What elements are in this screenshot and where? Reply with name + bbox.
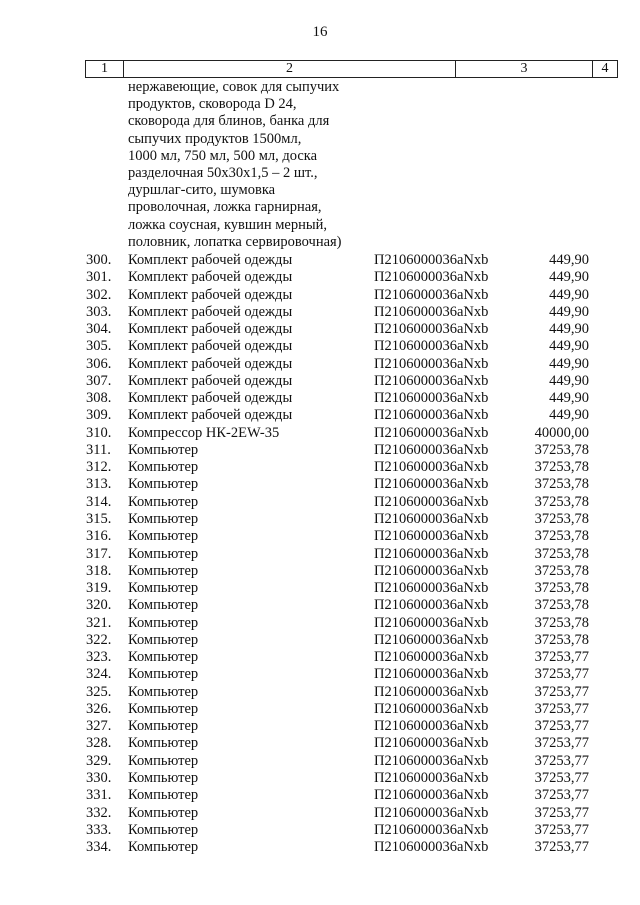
item-price: 449,90 [549,407,589,424]
item-price: 37253,78 [534,614,589,631]
row-number: 324. [86,666,112,683]
inventory-code: П2106000036аNxb [374,493,489,510]
item-price: 37253,78 [534,441,589,458]
item-name: Компьютер [128,459,199,476]
row-number: 327. [86,718,112,735]
table-row [0,563,640,580]
item-price: 449,90 [549,286,589,303]
item-name: Компьютер [128,562,199,579]
item-name: Компьютер [128,839,199,856]
item-name: Компьютер [128,614,199,631]
table-row [0,269,640,286]
row-number: 330. [86,769,112,786]
table-row [0,459,640,476]
row-number: 319. [86,580,112,597]
item-price: 37253,77 [534,683,589,700]
table-row [0,597,640,614]
table-row [0,356,640,373]
row-number: 322. [86,631,112,648]
inventory-code: П2106000036аNxb [374,441,489,458]
item-name: Комплект рабочей одежды [128,407,293,424]
table-row [0,373,640,390]
row-number: 316. [86,528,112,545]
item-name: Компьютер [128,493,199,510]
page-number: 16 [312,24,328,40]
table-row [0,407,640,424]
table-row [0,735,640,752]
item-name: Компьютер [128,631,199,648]
row-number: 329. [86,752,112,769]
item-name: Комплект рабочей одежды [128,321,293,338]
item-name: Компьютер [128,787,199,804]
item-price: 37253,78 [534,597,589,614]
table-row [0,390,640,407]
inventory-code: П2106000036аNxb [374,528,489,545]
table-row [0,546,640,563]
item-price: 449,90 [549,252,589,268]
inventory-code: П2106000036аNxb [374,459,489,476]
inventory-code: П2106000036аNxb [374,510,489,527]
inventory-code: П2106000036аNxb [374,597,489,614]
inventory-code: П2106000036аNxb [374,804,489,821]
inventory-code: П2106000036аNxb [374,718,489,735]
inventory-code: П2106000036аNxb [374,769,489,786]
item-name: Компьютер [128,528,199,545]
item-name: Комплект рабочей одежды [128,252,293,268]
item-name: Компрессор НК-2EW-35 [128,424,280,441]
table-row [0,632,640,649]
item-price: 449,90 [549,269,589,286]
item-price: 37253,78 [534,545,589,562]
description-line: половник, лопатка сервировочная) [128,233,342,250]
inventory-code: П2106000036аNxb [374,839,489,856]
item-price: 37253,78 [534,510,589,527]
item-name: Комплект рабочей одежды [128,390,293,407]
item-price: 37253,77 [534,787,589,804]
table-row [0,787,640,804]
item-name: Компьютер [128,769,199,786]
item-price: 37253,77 [534,700,589,717]
item-name: Компьютер [128,545,199,562]
table-row [0,304,640,321]
item-name: Комплект рабочей одежды [128,355,293,372]
item-name: Компьютер [128,476,199,493]
inventory-code: П2106000036аNxb [374,631,489,648]
inventory-code: П2106000036аNxb [374,821,489,838]
row-number: 303. [86,303,112,320]
continued-item-description [128,79,368,251]
table-row [0,494,640,511]
row-number: 321. [86,614,112,631]
item-name: Комплект рабочей одежды [128,372,293,389]
row-number: 331. [86,787,112,804]
item-price: 37253,77 [534,752,589,769]
inventory-table-body [0,252,640,856]
inventory-code: П2106000036аNxb [374,700,489,717]
item-price: 37253,78 [534,631,589,648]
item-price: 37253,77 [534,769,589,786]
row-number: 332. [86,804,112,821]
item-name: Компьютер [128,649,199,666]
description-line: проволочная, ложка гарнирная, [128,199,322,216]
item-price: 37253,77 [534,804,589,821]
row-number: 315. [86,510,112,527]
table-row [0,839,640,856]
description-line: разделочная 50х30х1,5 – 2 шт., [128,165,318,182]
row-number: 308. [86,390,112,407]
item-name: Компьютер [128,510,199,527]
item-price: 449,90 [549,303,589,320]
table-row [0,528,640,545]
row-number: 325. [86,683,112,700]
table-row [0,425,640,442]
table-row [0,442,640,459]
table-row [0,718,640,735]
item-name: Компьютер [128,735,199,752]
row-number: 328. [86,735,112,752]
table-row [0,476,640,493]
row-number: 317. [86,545,112,562]
row-number: 309. [86,407,112,424]
inventory-code: П2106000036аNxb [374,787,489,804]
header-cell-4: 4 [601,61,609,76]
inventory-code: П2106000036аNxb [374,269,489,286]
row-number: 300. [86,252,112,268]
inventory-code: П2106000036аNxb [374,390,489,407]
header-cell-2: 2 [124,61,456,77]
inventory-code: П2106000036аNxb [374,735,489,752]
item-name: Компьютер [128,597,199,614]
row-number: 318. [86,562,112,579]
item-name: Комплект рабочей одежды [128,303,293,320]
item-price: 37253,78 [534,580,589,597]
inventory-code: П2106000036аNxb [374,424,489,441]
row-number: 301. [86,269,112,286]
table-row [0,252,640,269]
inventory-code: П2106000036аNxb [374,303,489,320]
row-number: 307. [86,372,112,389]
row-number: 305. [86,338,112,355]
row-number: 323. [86,649,112,666]
item-price: 37253,78 [534,528,589,545]
table-row [0,770,640,787]
inventory-code: П2106000036аNxb [374,252,489,268]
table-header [85,60,618,78]
item-price: 37253,78 [534,562,589,579]
inventory-code: П2106000036аNxb [374,683,489,700]
item-price: 37253,77 [534,735,589,752]
item-price: 449,90 [549,321,589,338]
inventory-code: П2106000036аNxb [374,321,489,338]
item-price: 449,90 [549,372,589,389]
description-line: сыпучих продуктов 1500мл, [128,130,302,147]
item-name: Компьютер [128,683,199,700]
header-cell-1: 1 [86,61,124,77]
item-name: Компьютер [128,580,199,597]
row-number: 326. [86,700,112,717]
item-price: 37253,77 [534,821,589,838]
table-row [0,321,640,338]
item-name: Компьютер [128,718,199,735]
row-number: 320. [86,597,112,614]
inventory-code: П2106000036аNxb [374,649,489,666]
table-row [0,701,640,718]
inventory-code: П2106000036аNxb [374,355,489,372]
description-line: сковорода для блинов, банка для [128,113,330,130]
item-name: Компьютер [128,821,199,838]
inventory-code: П2106000036аNxb [374,580,489,597]
item-price: 37253,78 [534,476,589,493]
item-price: 37253,77 [534,839,589,856]
table-row [0,615,640,632]
table-row [0,338,640,355]
description-line: дуршлаг-сито, шумовка [128,182,276,199]
row-number: 310. [86,424,112,441]
table-row [0,666,640,683]
item-price: 37253,78 [534,459,589,476]
item-price: 37253,78 [534,493,589,510]
row-number: 333. [86,821,112,838]
inventory-code: П2106000036аNxb [374,614,489,631]
description-line: нержавеющие, совок для сыпучих [128,79,340,95]
row-number: 302. [86,286,112,303]
item-name: Комплект рабочей одежды [128,338,293,355]
inventory-code: П2106000036аNxb [374,286,489,303]
inventory-code: П2106000036аNxb [374,562,489,579]
item-name: Компьютер [128,700,199,717]
row-number: 334. [86,839,112,856]
row-number: 313. [86,476,112,493]
row-number: 311. [86,441,111,458]
table-row [0,511,640,528]
table-row [0,580,640,597]
item-price: 449,90 [549,390,589,407]
item-price: 37253,77 [534,649,589,666]
row-number: 314. [86,493,112,510]
table-row [0,684,640,701]
description-line: продуктов, сковорода D 24, [128,96,297,113]
row-number: 304. [86,321,112,338]
table-row [0,822,640,839]
inventory-code: П2106000036аNxb [374,407,489,424]
table-row [0,805,640,822]
description-line: ложка соусная, кувшин мерный, [128,216,327,233]
inventory-code: П2106000036аNxb [374,338,489,355]
item-name: Комплект рабочей одежды [128,269,293,286]
description-line: 1000 мл, 750 мл, 500 мл, доска [128,147,318,164]
inventory-code: П2106000036аNxb [374,752,489,769]
row-number: 312. [86,459,112,476]
item-name: Компьютер [128,666,199,683]
item-name: Комплект рабочей одежды [128,286,293,303]
item-name: Компьютер [128,752,199,769]
item-price: 40000,00 [534,424,589,441]
item-price: 37253,77 [534,666,589,683]
inventory-code: П2106000036аNxb [374,372,489,389]
item-price: 449,90 [549,355,589,372]
item-price: 449,90 [549,338,589,355]
item-price: 37253,77 [534,718,589,735]
item-name: Компьютер [128,441,199,458]
table-row [0,287,640,304]
table-row [0,649,640,666]
item-name: Компьютер [128,804,199,821]
table-row [0,753,640,770]
inventory-code: П2106000036аNxb [374,545,489,562]
row-number: 306. [86,355,112,372]
inventory-code: П2106000036аNxb [374,666,489,683]
inventory-code: П2106000036аNxb [374,476,489,493]
header-cell-3: 3 [456,61,593,77]
